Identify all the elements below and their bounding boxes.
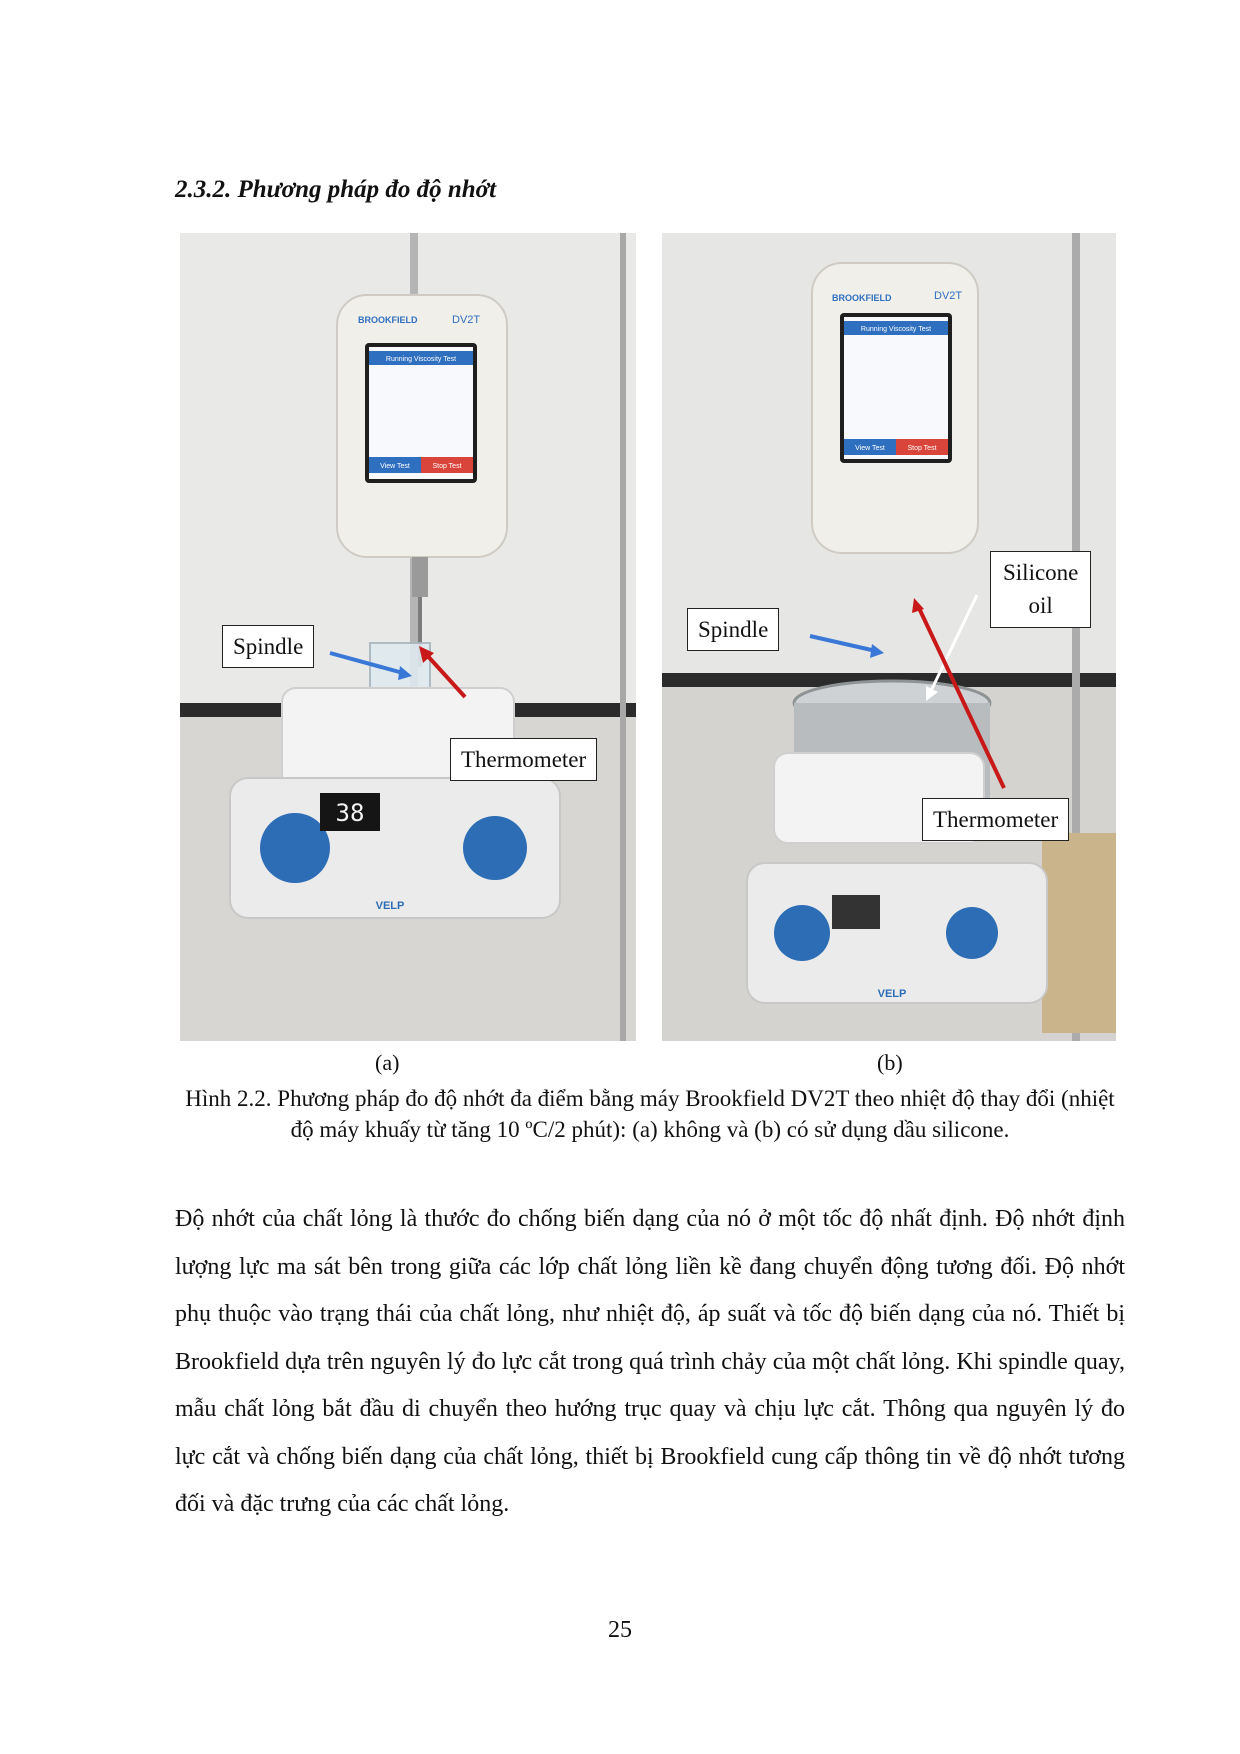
- stirrer-brand-b: VELP: [877, 988, 907, 1000]
- model-label-b: DV2T: [934, 290, 963, 302]
- callout-thermometer-a: Thermometer: [450, 738, 597, 781]
- callout-thermometer-b: Thermometer: [922, 798, 1069, 841]
- page-number: 25: [608, 1617, 632, 1643]
- photo-a-viscometer-without-oil: [180, 233, 636, 1041]
- callout-silicone-line2: oil: [1028, 593, 1053, 619]
- brand-logo-b: BROOKFIELD: [832, 293, 892, 303]
- body-paragraph: Độ nhớt của chất lỏng là thước đo chống biến dạng của nó ở một tốc độ nhất định. Độ nhớt định lượng lực ma sát bên trong giữa các lớp chất lỏng liền kề đang chuyển động tương đối. Độ nhớt phụ thuộc vào trạng thái của chất lỏng, như nhiệt độ, áp suất và tốc độ biến dạng của nó. Thiết bị Brookfield dựa trên nguyên lý đo lực cắt trong quá trình chảy của một chất lỏng. Khi spindle quay, mẫu chất lỏng bắt đầu di chuyển theo hướng trục quay và chịu lực cắt. Thông qua nguyên lý đo lực cắt và chống biến dạng của chất lỏng, thiết bị Brookfield cung cấp thông tin về độ nhớt tương đối và đặc trưng của các chất lỏng.: [175, 1206, 1125, 1517]
- callout-silicone-oil-b: [990, 551, 1091, 628]
- figure-caption: Hình 2.2. Phương pháp đo độ nhớt đa điểm bằng máy Brookfield DV2T theo nhiệt độ thay đổi (nhiệt độ máy khuấy từ tăng 10 ºC/2 phút): (a) không và (b) có sử dụng dầu silicone.: [185, 1086, 1115, 1142]
- brand-logo-a: BROOKFIELD: [358, 315, 418, 325]
- stop-test-button-a: Stop Test: [432, 463, 462, 470]
- callout-spindle-a: Spindle: [222, 625, 314, 668]
- screen-title-a: Running Viscosity Test: [385, 356, 457, 363]
- view-test-button-b: View Test: [855, 445, 885, 452]
- figure-label-a: (a): [375, 1050, 400, 1075]
- callout-spindle-b: Spindle: [687, 608, 779, 651]
- stop-test-button-b: Stop Test: [907, 445, 937, 452]
- view-test-button-a: View Test: [380, 463, 410, 470]
- model-label-a: DV2T: [452, 314, 481, 326]
- callout-silicone-line1: Silicone: [1003, 560, 1079, 585]
- stirrer-brand-a: VELP: [375, 900, 405, 912]
- photo-b-viscometer-with-silicone-oil: [662, 233, 1116, 1041]
- screen-title-b: Running Viscosity Test: [860, 326, 932, 333]
- stirrer-display-value: 38: [335, 799, 365, 827]
- figure-label-b: (b): [877, 1050, 903, 1075]
- section-heading: 2.3.2. Phương pháp đo độ nhớt: [175, 176, 497, 203]
